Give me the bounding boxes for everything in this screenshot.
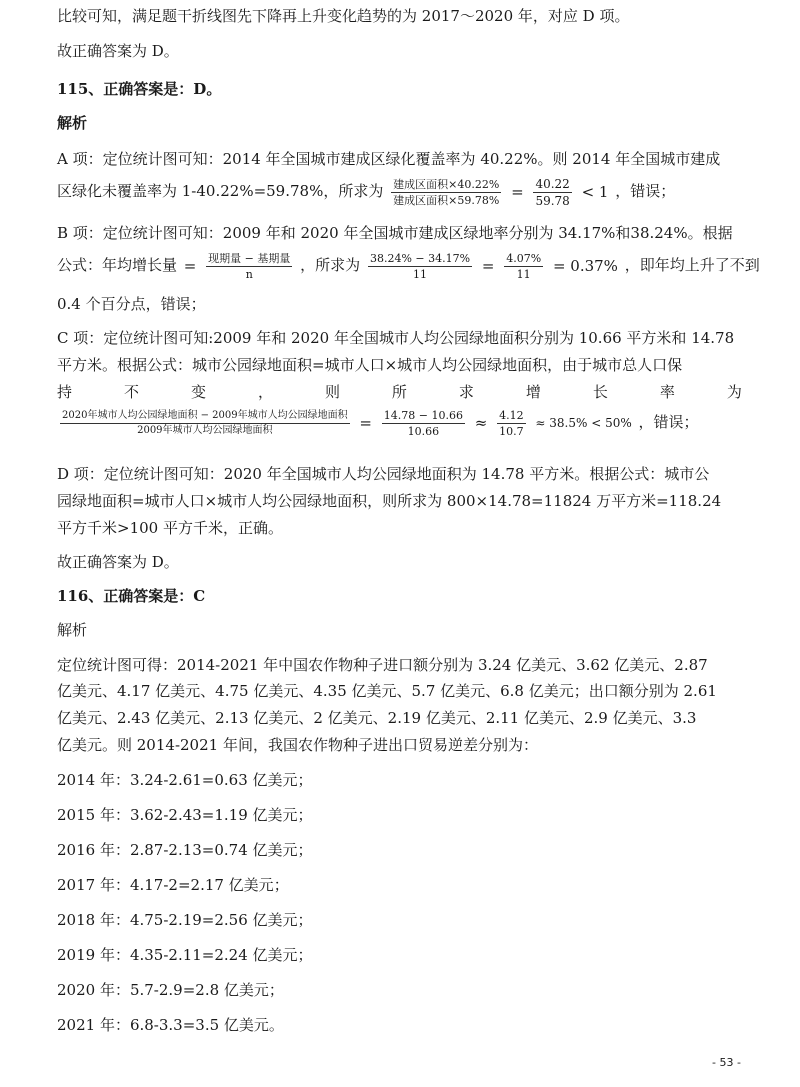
text-line: 2014 年：3.24-2.61=0.63 亿美元； [57,771,313,789]
text-line: 亿美元、2.43 亿美元、2.13 亿美元、2 亿美元、2.19 亿美元、2.11 亿美元、2.9 亿美元、3.3 [57,709,697,727]
text-line: B 项：定位统计图可知：2009 年和 2020 年全国城市建成区绿地率分别为 34.17%和38.24%。根据 [57,224,733,242]
less-than: < 1 [581,183,609,201]
text-line: 0.4 个百分点，错误； [57,295,206,313]
spread-text-line [57,382,742,402]
text-line: 比较可知，满足题干折线图先下降再上升变化趋势的为 2017～2020 年，对应 D 项。 [57,7,630,25]
fraction-numerator: 40.22 [535,176,570,191]
fraction-denominator: 10.7 [499,424,524,438]
char: 则 [324,383,340,401]
text-line: A 项：定位统计图可知：2014 年全国城市建成区绿化覆盖率为 40.22%。则 2014 年全国城市建成 [57,150,721,168]
fraction [382,409,465,438]
char: 长 [592,383,608,401]
result-value: = 0.37% [552,257,618,275]
fraction-numerator: 现期量 − 基期量 [208,251,291,265]
text-segment: ，即年均上升了不到 [624,256,760,274]
answer-heading-116: 116、正确答案是：C [57,587,206,605]
fraction [533,177,571,208]
text-line: 2020 年：5.7-2.9=2.8 亿美元； [57,981,284,999]
fraction-denominator: 11 [516,267,531,281]
analysis-heading: 解析 [57,114,88,132]
text-line: 亿美元、4.17 亿美元、4.75 亿美元、4.35 亿美元、5.7 亿美元、6.8 亿美元；出口额分别为 2.61 [57,682,717,700]
answer-heading-115: 115、正确答案是：D。 [57,80,222,98]
equals-sign: = [481,257,495,275]
char: 增 [525,383,541,401]
fraction-denominator: n [245,267,253,281]
text-segment: 区绿化未覆盖率为 1-40.22%=59.78%，所求为 [57,182,384,200]
formula-line-c [57,406,760,439]
equals-sign: = [183,257,197,275]
fraction [206,252,292,281]
fraction-denominator: 59.78 [535,193,570,208]
fraction [391,178,501,207]
formula-line-b [57,250,760,281]
equals-sign: = [511,183,524,201]
fraction-denominator: 2009年城市人均公园绿地面积 [137,424,273,436]
analysis-heading: 解析 [57,621,88,639]
text-line: 园绿地面积=城市人口×城市人均公园绿地面积，则所求为 800×14.78=11824 万平方米=118.24 [57,492,722,510]
char: 所 [391,383,407,401]
text-line: 2017 年：4.17-2=2.17 亿美元； [57,876,289,894]
formula-line-a [57,176,760,208]
char: ， [257,383,273,401]
fraction [497,409,526,438]
fraction-denominator: 建成区面积×59.78% [393,193,500,207]
page-number: - 53 - [712,1056,741,1069]
text-line: 2019 年：4.35-2.11=2.24 亿美元； [57,946,313,964]
text-line: 定位统计图可得：2014-2021 年中国农作物种子进口额分别为 3.24 亿美元、3.62 亿美元、2.87 [57,656,708,674]
fraction-numerator: 4.07% [506,251,542,265]
fraction [504,252,543,281]
text-segment: ，错误； [615,182,676,200]
fraction-denominator: 11 [413,267,427,281]
approx-sign: ≈ [474,414,488,432]
text-line: 2016 年：2.87-2.13=0.74 亿美元； [57,841,313,859]
text-line: 2018 年：4.75-2.19=2.56 亿美元； [57,911,313,929]
char: 为 [726,383,742,401]
fraction [368,252,472,281]
text-segment: ，所求为 [300,256,361,274]
text-line: 2015 年：3.62-2.43=1.19 亿美元； [57,806,313,824]
char: 求 [458,383,474,401]
fraction-denominator: 10.66 [407,424,440,438]
text-line: 故正确答案为 D。 [57,42,179,60]
result-value: ≈ 38.5% < 50% [535,416,632,430]
char: 率 [659,383,675,401]
fraction-numerator: 4.12 [499,408,524,422]
char: 持 [57,383,73,401]
char: 变 [190,383,206,401]
fraction-numerator: 建成区面积×40.22% [393,177,500,191]
text-line: 平方米。根据公式：城市公园绿地面积=城市人口×城市人均公园绿地面积，由于城市总人口保 [57,356,683,374]
fraction [60,410,350,437]
text-segment: ，错误； [638,413,699,431]
char: 不 [123,383,139,401]
text-line: 平方千米>100 平方千米，正确。 [57,519,283,537]
text-segment: 公式：年均增长量 [57,256,178,274]
text-line: 故正确答案为 D。 [57,553,179,571]
text-line: 2021 年：6.8-3.3=3.5 亿美元。 [57,1016,284,1034]
text-line: C 项：定位统计图可知:2009 年和 2020 年全国城市人均公园绿地面积分别为 10.66 平方米和 14.78 [57,329,735,347]
text-line: D 项：定位统计图可知：2020 年全国城市人均公园绿地面积为 14.78 平方米。根据公式：城市公 [57,465,710,483]
fraction-numerator: 14.78 − 10.66 [383,408,463,422]
equals-sign: = [359,414,372,432]
fraction-numerator: 38.24% − 34.17% [369,251,471,265]
fraction-numerator: 2020年城市人均公园绿地面积 − 2009年城市人均公园绿地面积 [60,410,350,424]
text-line: 亿美元。则 2014-2021 年间，我国农作物种子进出口贸易逆差分别为： [57,736,538,754]
